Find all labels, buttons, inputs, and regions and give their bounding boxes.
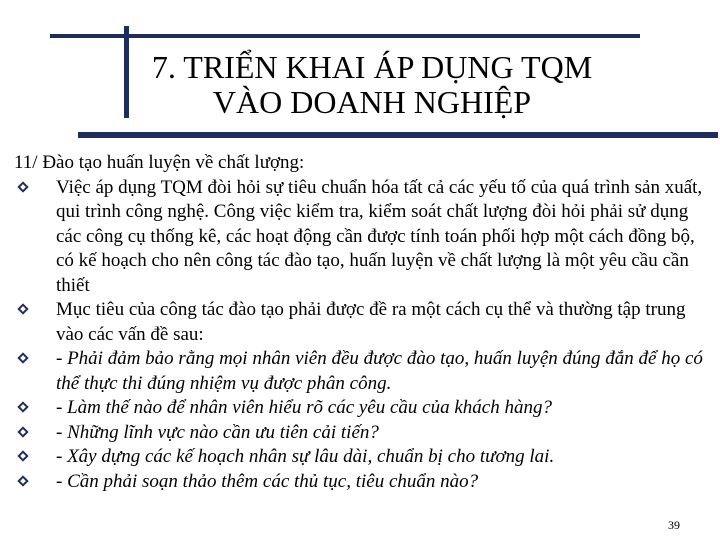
bullet-item (14, 176, 714, 299)
diamond-bullet-icon (17, 302, 31, 318)
bullet-item (14, 347, 714, 396)
section-heading: 11/ Đào tạo huấn luyện về chất lượng: (14, 152, 305, 173)
bullet-text: - Phải đảm bảo rằng mọi nhân viên đều được đào tạo, huấn luyện đúng đắn để họ có thể thực thi đúng nhiệm vụ được phân công. (56, 348, 703, 394)
diamond-bullet-icon (17, 425, 31, 441)
bullet-text: - Xây dựng các kế hoạch nhân sự lâu dài, chuẩn bị cho tương lai. (56, 446, 555, 467)
diamond-bullet-icon (17, 180, 31, 196)
bullet-item (14, 298, 714, 347)
page-number: 39 (668, 518, 680, 532)
bullet-item (14, 396, 714, 421)
bullet-text: - Làm thế nào để nhân viên hiểu rõ các yêu cầu của khách hàng? (56, 397, 552, 418)
title-side-bar (124, 26, 129, 118)
title-top-rule (50, 34, 640, 38)
title-bottom-rule (78, 132, 718, 138)
diamond-bullet-icon (17, 449, 31, 465)
diamond-bullet-icon (17, 351, 31, 367)
bullet-text: - Những lĩnh vực nào cần ưu tiên cải tiến? (56, 421, 379, 443)
slide-title-line-2: VÀO DOANH NGHIỆP (212, 84, 532, 120)
diamond-bullet-icon (17, 400, 31, 416)
bullet-item (14, 421, 714, 446)
slide-title (132, 50, 612, 120)
slide-title-line-1: 7. TRIỂN KHAI ÁP DỤNG TQM (151, 49, 593, 85)
bullet-text: Mục tiêu của công tác đào tạo phải được đề ra một cách cụ thể và thường tập trung vào các vấn đề sau: (56, 299, 686, 345)
bullet-text: Việc áp dụng TQM đòi hỏi sự tiêu chuẩn hóa tất cả các yếu tố của quá trình sản xuất, qui trình công nghệ. Công việc kiểm tra, kiểm soát chất lượng đòi hỏi phải sử dụng các công cụ thống kê, các hoạt động cần được tính toán phối hợp một cách đồng bộ, có kế hoạch cho nên công tác đào tạo, huấn luyện về chất lượng là một yêu cầu cần thiết (56, 176, 703, 296)
diamond-bullet-icon (17, 474, 31, 490)
bullet-item (14, 445, 714, 470)
bullet-item (14, 470, 714, 495)
bullet-list (14, 176, 714, 495)
bullet-text: - Cần phải soạn thảo thêm các thủ tục, tiêu chuẩn nào? (56, 470, 479, 492)
slide-body (14, 151, 714, 494)
